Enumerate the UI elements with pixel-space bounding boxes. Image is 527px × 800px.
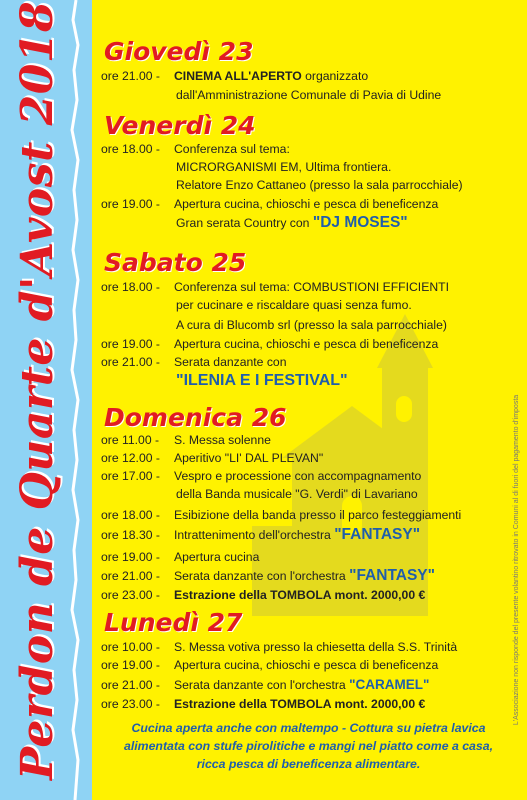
performer-highlight: "DJ MOSES" [312, 214, 408, 231]
event-sabato-3 [101, 355, 511, 370]
event-text: S. Messa votiva presso la chiesetta della S.S. Trinità [174, 640, 458, 654]
day-heading-lunedi: Lunedì 27 [104, 608, 243, 637]
event-lunedi-3 [101, 677, 511, 693]
event-time: ore 18.00 - [101, 508, 160, 522]
event-time: ore 23.00 - [101, 588, 160, 602]
event-time: ore 18.30 - [101, 528, 160, 542]
event-domenica-1 [101, 433, 511, 448]
event-sabato-2 [101, 337, 511, 352]
event-text: Conferenza sul tema: COMBUSTIONI EFFICIENTI [174, 280, 449, 294]
event-text: Apertura cucina, chioschi e pesca di beneficenza [174, 658, 439, 672]
event-time: ore 19.00 - [101, 337, 160, 351]
day-heading-venerdi: Venerdì 24 [104, 111, 256, 140]
event-text: Serata danzante con l'orchestra [174, 569, 346, 583]
event-time: ore 19.00 - [101, 550, 160, 564]
torn-paper-edge [70, 0, 82, 800]
event-continuation: per cucinare e riscaldare quasi senza fumo. [176, 298, 412, 312]
event-continuation: dall'Amministrazione Comunale di Pavia di Udine [176, 88, 442, 102]
event-domenica-7 [101, 568, 511, 584]
event-text: Serata danzante con [174, 355, 287, 369]
event-domenica-5 [101, 527, 511, 543]
event-time: ore 21.00 - [101, 569, 160, 583]
event-lunedi-4 [101, 697, 511, 712]
kitchen-note-line-1: Cucina aperta anche con maltempo - Cottura su pietra lavica [131, 721, 486, 735]
event-domenica-4 [101, 508, 511, 523]
kitchen-note-line-3: ricca pesca di beneficenza alimentare. [196, 757, 421, 771]
event-venerdi-2 [101, 197, 511, 212]
day-heading-sabato: Sabato 25 [104, 248, 247, 277]
event-domenica-6 [101, 550, 511, 565]
event-time: ore 23.00 - [101, 697, 160, 711]
event-time: ore 19.00 - [101, 197, 160, 211]
event-giovedi-1 [101, 69, 511, 84]
event-continuation [176, 215, 506, 231]
event-text: Apertura cucina, chioschi e pesca di beneficenza [174, 197, 439, 211]
event-domenica-3 [101, 469, 511, 484]
event-text: Conferenza sul tema: [174, 142, 290, 156]
event-text: Estrazione della TOMBOLA mont. 2000,00 € [174, 697, 426, 711]
event-text: Intrattenimento dell'orchestra [174, 528, 331, 542]
event-time: ore 21.00 - [101, 69, 160, 83]
event-continuation: Relatore Enzo Cattaneo (presso la sala parrocchiale) [176, 178, 463, 192]
event-time: ore 11.00 - [101, 433, 160, 447]
event-time: ore 21.00 - [101, 355, 160, 369]
day-heading-domenica: Domenica 26 [104, 403, 287, 432]
event-text: Apertura cucina, chioschi e pesca di beneficenza [174, 337, 439, 351]
fineprint-disclaimer: L'Associazione non risponde del presente volantino ritrovato in Comuni al di fuori del pagamento d'imposta [513, 394, 520, 726]
kitchen-note-line-2: alimentata con stufe pirolitiche e mangi nel piatto come a casa, [123, 739, 493, 753]
event-text: Esibizione della banda presso il parco festeggiamenti [174, 508, 462, 522]
event-time: ore 21.00 - [101, 678, 160, 692]
event-lunedi-1 [101, 640, 511, 655]
event-domenica-2 [101, 451, 511, 466]
event-continuation [176, 373, 506, 389]
event-text: Apertura cucina [174, 550, 260, 564]
poster-title: Perdon de Quarte d'Avost 2018 [12, 0, 63, 780]
performer-highlight: "ILENIA E I FESTIVAL" [176, 372, 348, 389]
event-domenica-8 [101, 588, 511, 603]
event-time: ore 18.00 - [101, 280, 160, 294]
event-continuation: MICRORGANISMI EM, Ultima frontiera. [176, 160, 392, 174]
event-lunedi-2 [101, 658, 511, 673]
event-continuation: A cura di Blucomb srl (presso la sala parrocchiale) [176, 318, 447, 332]
event-continuation: della Banda musicale "G. Verdi" di Lavariano [176, 487, 418, 501]
event-title: CINEMA ALL'APERTO [174, 69, 302, 83]
event-text: Serata danzante con l'orchestra [174, 678, 346, 692]
event-text: Estrazione della TOMBOLA mont. 2000,00 € [174, 588, 426, 602]
performer-highlight: "FANTASY" [334, 526, 421, 543]
event-time: ore 18.00 - [101, 142, 160, 156]
event-text: organizzato [305, 69, 369, 83]
event-text: S. Messa solenne [174, 433, 271, 447]
event-time: ore 12.00 - [101, 451, 160, 465]
event-text: Gran serata Country con [176, 216, 310, 230]
event-time: ore 19.00 - [101, 658, 160, 672]
performer-highlight: "FANTASY" [349, 567, 435, 584]
performer-highlight: "CARAMEL" [349, 677, 430, 692]
event-time: ore 10.00 - [101, 640, 160, 654]
event-time: ore 17.00 - [101, 469, 160, 483]
event-sabato-1 [101, 280, 511, 295]
day-heading-giovedi: Giovedì 23 [104, 37, 254, 66]
event-venerdi-1 [101, 142, 511, 157]
event-text: Vespro e processione con accompagnamento [174, 469, 422, 483]
event-text: Aperitivo "LI' DAL PLEVAN" [174, 451, 324, 465]
